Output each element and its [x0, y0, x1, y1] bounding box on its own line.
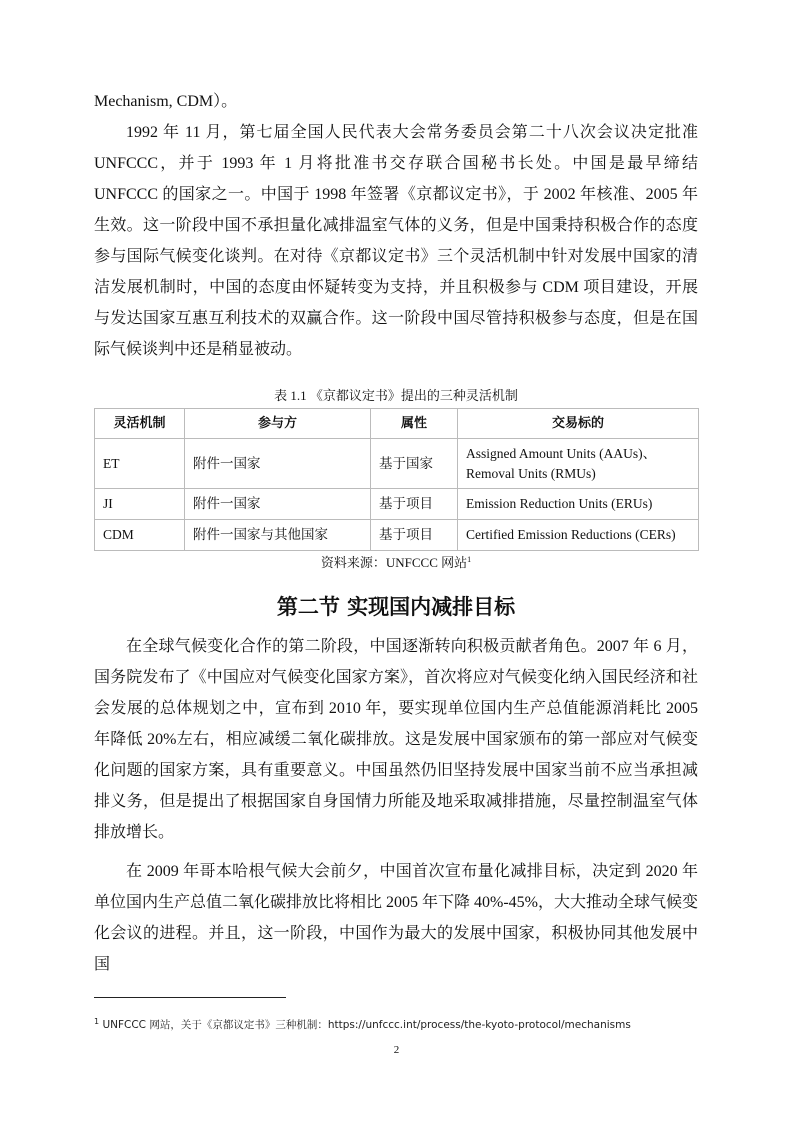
- source-text: 资料来源：UNFCCC 网站: [320, 555, 468, 570]
- table-cell: CDM: [95, 520, 185, 551]
- table-cell: 基于项目: [371, 489, 458, 520]
- paragraph: 1992 年 11 月，第七届全国人民代表大会常务委员会第二十八次会议决定批准 UNFCCC，并于 1993 年 1 月将批准书交存联合国秘书长处。中国是最早缔结 UNFCCC 的国家之一。中国于 1998 年签署《京都议定书》，于 2002 年核准、2005 年生效。这一阶段中国不承担量化减排温室气体的义务，但是中国秉持积极合作的态度参与国际气候变化谈判。在对待《京都议定书》三个灵活机制中针对发展中国家的清洁发展机制时，中国的态度由怀疑转变为支持，并且积极参与 CDM 项目建设，开展与发达国家互惠互利技术的双赢合作。这一阶段中国尽管持积极参与态度，但是在国际气候谈判中还是稍显被动。: [94, 124, 698, 358]
- paragraph: 在全球气候变化合作的第二阶段，中国逐渐转向积极贡献者角色。2007 年 6 月，国务院发布了《中国应对气候变化国家方案》，首次将应对气候变化纳入国民经济和社会发展的总体规划之中，宣布到 2010 年，要实现单位国内生产总值能源消耗比 2005 年降低 20%左右，相应减缓二氧化碳排放。这是发展中国家颁布的第一部应对气候变化问题的国家方案，具有重要意义。中国虽然仍旧坚持发展中国家当前不应当承担减排义务，但是提出了根据国家自身国情力所能及地采取减排措施，尽量控制温室气体排放增长。: [94, 638, 698, 841]
- section-heading: 第二节 实现国内减排目标: [276, 595, 516, 619]
- footnote-separator: [94, 997, 286, 998]
- paragraph: 在 2009 年哥本哈根气候大会前夕，中国首次宣布量化减排目标，决定到 2020 年单位国内生产总值二氧化碳排放比将相比 2005 年下降 40%-45%，大大推动全球气候变化会议的进程。并且，这一阶段，中国作为最大的发展中国家，积极协同其他发展中国: [94, 863, 698, 973]
- table-cell: ET: [95, 439, 185, 489]
- table-row: [95, 520, 699, 551]
- table-cell: 基于国家: [371, 439, 458, 489]
- table-cell: Emission Reduction Units (ERUs): [458, 489, 699, 520]
- table-cell: 附件一国家: [185, 439, 371, 489]
- table-header-row: [95, 409, 699, 439]
- table-source: [94, 553, 698, 573]
- footnote-text: UNFCCC 网站，关于《京都议定书》三种机制：https://unfccc.int/process/the-kyoto-protocol/mechanisms: [102, 1019, 631, 1031]
- table-cell: 附件一国家: [185, 489, 371, 520]
- footnote-number: 1: [94, 1017, 100, 1026]
- footnote: [94, 1016, 734, 1034]
- table-header: 灵活机制: [95, 409, 185, 439]
- mechanisms-table: [94, 408, 699, 551]
- page-number: 2: [393, 1044, 400, 1056]
- table-row: [95, 439, 699, 489]
- table-cell: 基于项目: [371, 520, 458, 551]
- table-caption: 表 1.1 《京都议定书》提出的三种灵活机制: [274, 388, 518, 403]
- table-cell: Certified Emission Reductions (CERs): [458, 520, 699, 551]
- table-header: 交易标的: [458, 409, 699, 439]
- table-cell: 附件一国家与其他国家: [185, 520, 371, 551]
- table-cell: Assigned Amount Units (AAUs)、Removal Units (RMUs): [458, 439, 699, 489]
- table-header: 属性: [371, 409, 458, 439]
- table-cell: JI: [95, 489, 185, 520]
- table-row: [95, 489, 699, 520]
- table-header: 参与方: [185, 409, 371, 439]
- paragraph-continued: Mechanism, CDM）。: [94, 93, 238, 110]
- footnote-ref[interactable]: 1: [467, 555, 472, 564]
